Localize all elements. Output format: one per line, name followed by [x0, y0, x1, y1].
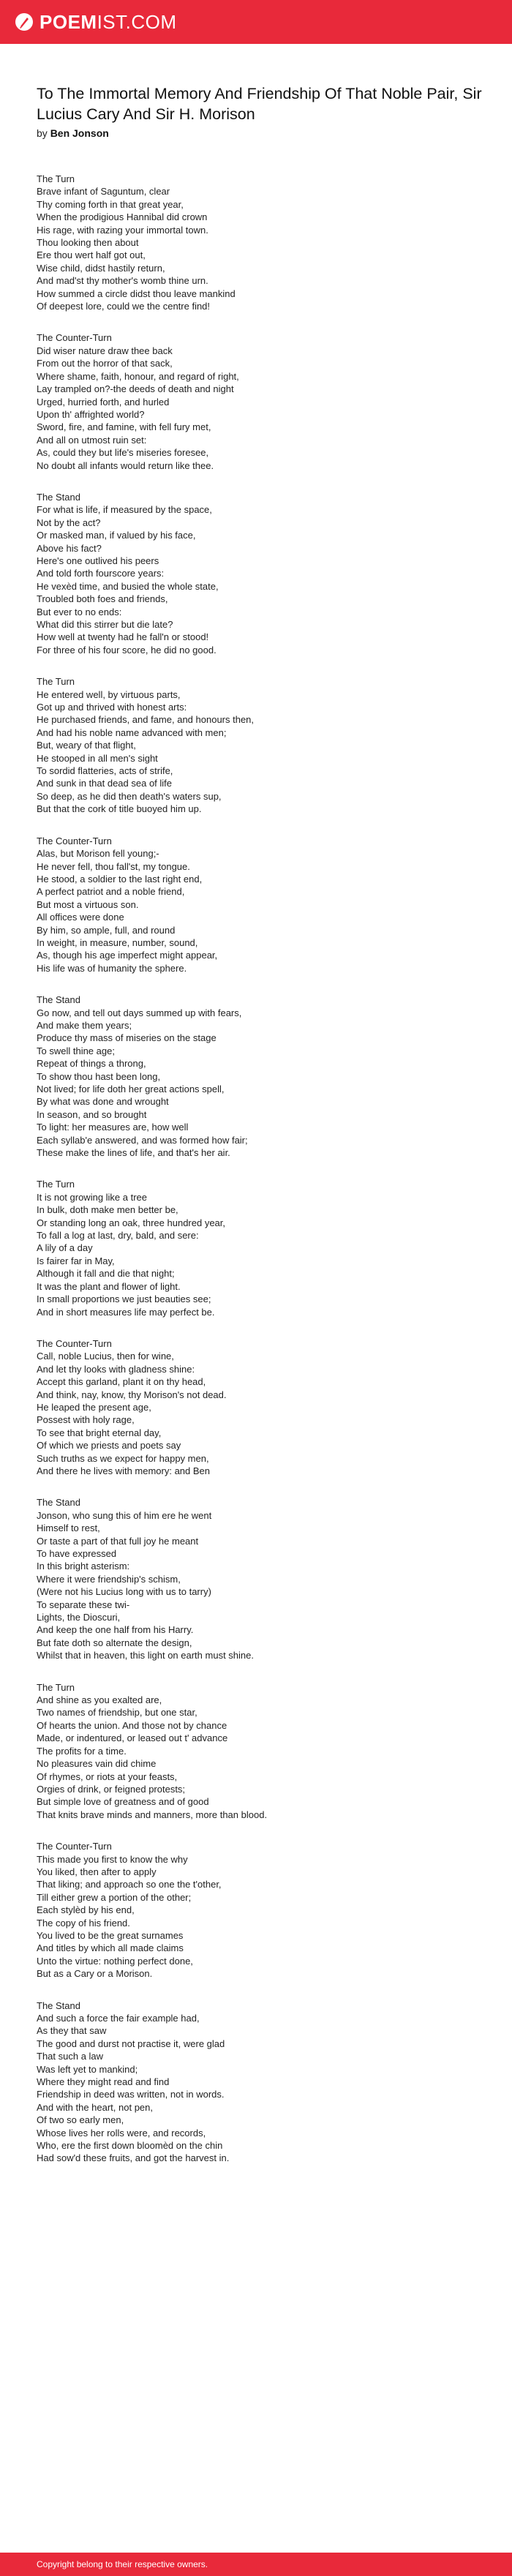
stanza-heading: The Stand [37, 1999, 80, 2011]
poem-line: And titles by which all made claims [37, 1942, 184, 1954]
poem-line: Where it were friendship's schism, [37, 1573, 181, 1585]
stanza-heading: The Turn [37, 173, 75, 184]
poem-line: A lily of a day [37, 1242, 93, 1254]
poem-line: Was left yet to mankind; [37, 2063, 138, 2075]
poem-line: Orgies of drink, or feigned protests; [37, 1783, 186, 1795]
poem-line: Although it fall and die that night; [37, 1268, 175, 1280]
poem-line: And let thy looks with gladness shine: [37, 1363, 195, 1375]
poem-line: Lights, the Dioscuri, [37, 1612, 121, 1623]
poem-line: Where they might read and find [37, 2076, 170, 2088]
stanza [37, 835, 483, 975]
poem-line: Jonson, who sung this of him ere he went [37, 1509, 212, 1521]
poem-line: In small proportions we just beauties see; [37, 1293, 211, 1305]
poem-line: Or taste a part of that full joy he meant [37, 1535, 199, 1547]
poem-line: That knits brave minds and manners, more than blood. [37, 1809, 268, 1820]
poem-line: That such a law [37, 2051, 104, 2062]
poem-line: Not lived; for life doth her great actions spell, [37, 1084, 225, 1094]
poem-line: Of two so early men, [37, 2114, 124, 2126]
poem-line: And had his noble name advanced with men; [37, 726, 227, 738]
site-logo-text: POEMIST.COM [39, 10, 177, 33]
poem-line: For what is life, if measured by the space, [37, 504, 212, 516]
poem-line: In season, and so brought [37, 1108, 147, 1120]
poem-line: He leaped the present age, [37, 1401, 151, 1413]
stanza-heading: The Stand [37, 994, 80, 1006]
poem-line: But fate doth so alternate the design, [37, 1637, 192, 1648]
poem-line: And such a force the fair example had, [37, 2013, 200, 2024]
poem-line: Wise child, didst hastily return, [37, 262, 165, 274]
poem-line: Two names of friendship, but one star, [37, 1707, 197, 1719]
poem-title: To The Immortal Memory And Friendship Of That Noble Pair, Sir Lucius Cary And Sir H. Morison [37, 85, 482, 123]
poem-line: Accept this garland, plant it on thy head, [37, 1376, 206, 1388]
poem-line: Call, noble Lucius, then for wine, [37, 1351, 174, 1362]
stanza [37, 1840, 483, 1980]
poem-line: Of deepest lore, could we the centre find! [37, 301, 211, 312]
stanza [37, 1496, 483, 1661]
stanza-heading: The Counter-Turn [37, 835, 112, 846]
poem-line: The good and durst not practise it, were glad [37, 2038, 225, 2049]
poem-line: And keep the one half from his Harry. [37, 1624, 194, 1636]
poem-line: And all on utmost ruin set: [37, 434, 147, 446]
quill-icon [15, 12, 34, 31]
poem-line: Ere thou wert half got out, [37, 249, 146, 261]
poem-line: And mad'st thy mother's womb thine urn. [37, 275, 208, 287]
poem-line: Troubled both foes and friends, [37, 593, 168, 605]
poem-line: You liked, then after to apply [37, 1866, 157, 1877]
stanza [37, 1681, 483, 1821]
poem-line: Thy coming forth in that great year, [37, 198, 184, 210]
poem-line: Lay trampled on?-the deeds of death and night [37, 383, 234, 395]
poem-line: His rage, with razing your immortal town. [37, 224, 208, 236]
poem-line: In this bright asterism: [37, 1561, 130, 1572]
poem-line: To light: her measures are, how well [37, 1122, 189, 1133]
poem-line: When the prodigious Hannibal did crown [37, 211, 208, 223]
poem-line: Or standing long an oak, three hundred year, [37, 1217, 226, 1228]
poem-line: Who, ere the first down bloomèd on the chin [37, 2140, 223, 2152]
poem-line: What did this stirrer but die late? [37, 619, 173, 630]
poem-line: Got up and thrived with honest arts: [37, 702, 187, 713]
poem-line: As, though his age imperfect might appear, [37, 950, 218, 961]
poem-line: For three of his four score, he did no good. [37, 644, 217, 656]
stanza-heading: The Counter-Turn [37, 1337, 112, 1349]
poem-line: The profits for a time. [37, 1745, 127, 1757]
poem-line: That liking; and approach so one the t'other, [37, 1879, 222, 1890]
poem-line: In weight, in measure, number, sound, [37, 936, 198, 948]
stanza-heading: The Turn [37, 1179, 75, 1190]
poem-line: And make them years; [37, 1019, 132, 1031]
stanza-heading: The Turn [37, 676, 75, 688]
stanza [37, 331, 483, 471]
poem-line: Each stylèd by his end, [37, 1904, 135, 1916]
poem-line: These make the lines of life, and that's her air. [37, 1147, 230, 1159]
poem-container [37, 83, 483, 2184]
poem-line: Repeat of things a throng, [37, 1058, 146, 1070]
poem-line: You lived to be the great surnames [37, 1929, 184, 1941]
poem-line: It is not growing like a tree [37, 1191, 148, 1203]
poem-line: Go now, and tell out days summed up with fears, [37, 1007, 242, 1018]
poem-line: As, could they but life's miseries foresee, [37, 447, 209, 459]
stanza [37, 1178, 483, 1318]
poem-line: From out the horror of that sack, [37, 358, 173, 369]
poem-line: Here's one outlived his peers [37, 555, 159, 566]
poem-line: Of which we priests and poets say [37, 1440, 181, 1452]
poem-line: He purchased friends, and fame, and honours then, [37, 714, 255, 726]
stanza-heading: The Counter-Turn [37, 332, 112, 344]
poem-line: A perfect patriot and a noble friend, [37, 886, 185, 898]
poem-line: No doubt all infants would return like thee. [37, 459, 214, 471]
poem-line: Whose lives her rolls were, and records, [37, 2127, 206, 2138]
poem-line: And in short measures life may perfect be. [37, 1306, 215, 1318]
poem-line: Till either grew a portion of the other; [37, 1891, 192, 1903]
poem-line: To sordid flatteries, acts of strife, [37, 765, 173, 777]
footer-bar [0, 2553, 512, 2576]
site-logo[interactable] [15, 11, 177, 34]
poem-line: Or masked man, if valued by his face, [37, 530, 196, 541]
poem-line: Such truths as we expect for happy men, [37, 1452, 209, 1464]
poem-line: But most a virtuous son. [37, 898, 139, 910]
poem-line: And with the heart, not pen, [37, 2101, 153, 2113]
stanza-heading: The Stand [37, 1497, 80, 1509]
poem-line: Produce thy mass of miseries on the stage [37, 1032, 217, 1044]
author-link[interactable]: Ben Jonson [50, 127, 109, 139]
poem-line: Is fairer far in May, [37, 1255, 115, 1266]
poem-line: To have expressed [37, 1548, 117, 1559]
stanza [37, 491, 483, 656]
stanza-heading: The Turn [37, 1681, 75, 1693]
poem-line: But that the cork of title buoyed him up. [37, 803, 202, 815]
poem-line: Friendship in deed was written, not in words. [37, 2089, 225, 2100]
poem-line: To separate these twi- [37, 1599, 130, 1610]
stanza [37, 1999, 483, 2165]
poem-line: Made, or indentured, or leased out t' advance [37, 1732, 228, 1744]
poem-line: No pleasures vain did chime [37, 1758, 157, 1770]
poem-line: Did wiser nature draw thee back [37, 345, 173, 356]
poem-line: How well at twenty had he fall'n or stood! [37, 631, 209, 643]
poem-line: This made you first to know the why [37, 1853, 188, 1865]
poem-line: Each syllab'e answered, and was formed how fair; [37, 1134, 248, 1146]
byline [37, 127, 483, 139]
poem-line: He stood, a soldier to the last right end, [37, 873, 203, 885]
poem-line: By what was done and wrought [37, 1096, 169, 1108]
poem-line: Upon th' affrighted world? [37, 408, 145, 420]
poem-line: Urged, hurried forth, and hurled [37, 396, 170, 408]
poem-line: Above his fact? [37, 542, 102, 554]
poem-line: And shine as you exalted are, [37, 1694, 162, 1706]
poem-line: But as a Cary or a Morison. [37, 1968, 153, 1980]
poem-line: He entered well, by virtuous parts, [37, 688, 181, 700]
poem-line: Not by the act? [37, 517, 101, 528]
poem-line: But simple love of greatness and of good [37, 1796, 209, 1808]
poem-body [37, 173, 483, 2165]
poem-line: He stooped in all men's sight [37, 752, 158, 764]
poem-line: Unto the virtue: nothing perfect done, [37, 1955, 193, 1967]
stanza-heading: The Stand [37, 491, 80, 503]
poem-line: The copy of his friend. [37, 1917, 130, 1929]
poem-line: To show thou hast been long, [37, 1070, 161, 1082]
poem-line: Possest with holy rage, [37, 1414, 135, 1426]
poem-line: But, weary of that flight, [37, 740, 136, 751]
stanza [37, 1337, 483, 1477]
poem-line: All offices were done [37, 912, 124, 923]
poem-line: Sword, fire, and famine, with fell fury met, [37, 421, 211, 433]
poem-line: Himself to rest, [37, 1522, 100, 1534]
poem-line: As they that saw [37, 2025, 107, 2037]
stanza-heading: The Counter-Turn [37, 1841, 112, 1852]
poem-line: To fall a log at last, dry, bald, and sere: [37, 1230, 199, 1242]
poem-line: Whilst that in heaven, this light on earth must shine. [37, 1650, 254, 1661]
poem-line: Alas, but Morison fell young;- [37, 848, 159, 860]
stanza [37, 994, 483, 1159]
stanza [37, 173, 483, 312]
poem-line: And there he lives with memory: and Ben [37, 1465, 211, 1476]
copyright-text: Copyright belong to their respective owners. [37, 2559, 208, 2569]
poem-line: How summed a circle didst thou leave mankind [37, 288, 236, 299]
poem-line: Brave infant of Saguntum, clear [37, 186, 170, 198]
byline-prefix: by [37, 127, 48, 139]
poem-line: Thou looking then about [37, 237, 139, 249]
poem-line: So deep, as he did then death's waters sup, [37, 790, 222, 802]
poem-line: To swell thine age; [37, 1045, 115, 1056]
poem-line: In bulk, doth make men better be, [37, 1204, 178, 1216]
poem-line: To see that bright eternal day, [37, 1427, 162, 1438]
poem-line: He never fell, thou fall'st, my tongue. [37, 860, 190, 872]
poem-line: Where shame, faith, honour, and regard of right, [37, 370, 239, 382]
poem-line: Had sow'd these fruits, and got the harvest in. [37, 2152, 230, 2164]
poem-line: But ever to no ends: [37, 606, 122, 617]
poem-line: (Were not his Lucius long with us to tarry) [37, 1586, 211, 1598]
poem-line: Of hearts the union. And those not by chance [37, 1719, 227, 1731]
stanza [37, 675, 483, 815]
header-bar [0, 0, 512, 44]
poem-line: And think, nay, know, thy Morison's not dead. [37, 1389, 227, 1400]
poem-line: His life was of humanity the sphere. [37, 962, 187, 974]
poem-line: And told forth fourscore years: [37, 568, 165, 579]
poem-line: And sunk in that dead sea of life [37, 778, 173, 789]
poem-line: It was the plant and flower of light. [37, 1280, 181, 1292]
poem-line: By him, so ample, full, and round [37, 924, 176, 936]
poem-line: Of rhymes, or riots at your feasts, [37, 1770, 178, 1782]
poem-line: He vexèd time, and busied the whole state, [37, 580, 219, 592]
